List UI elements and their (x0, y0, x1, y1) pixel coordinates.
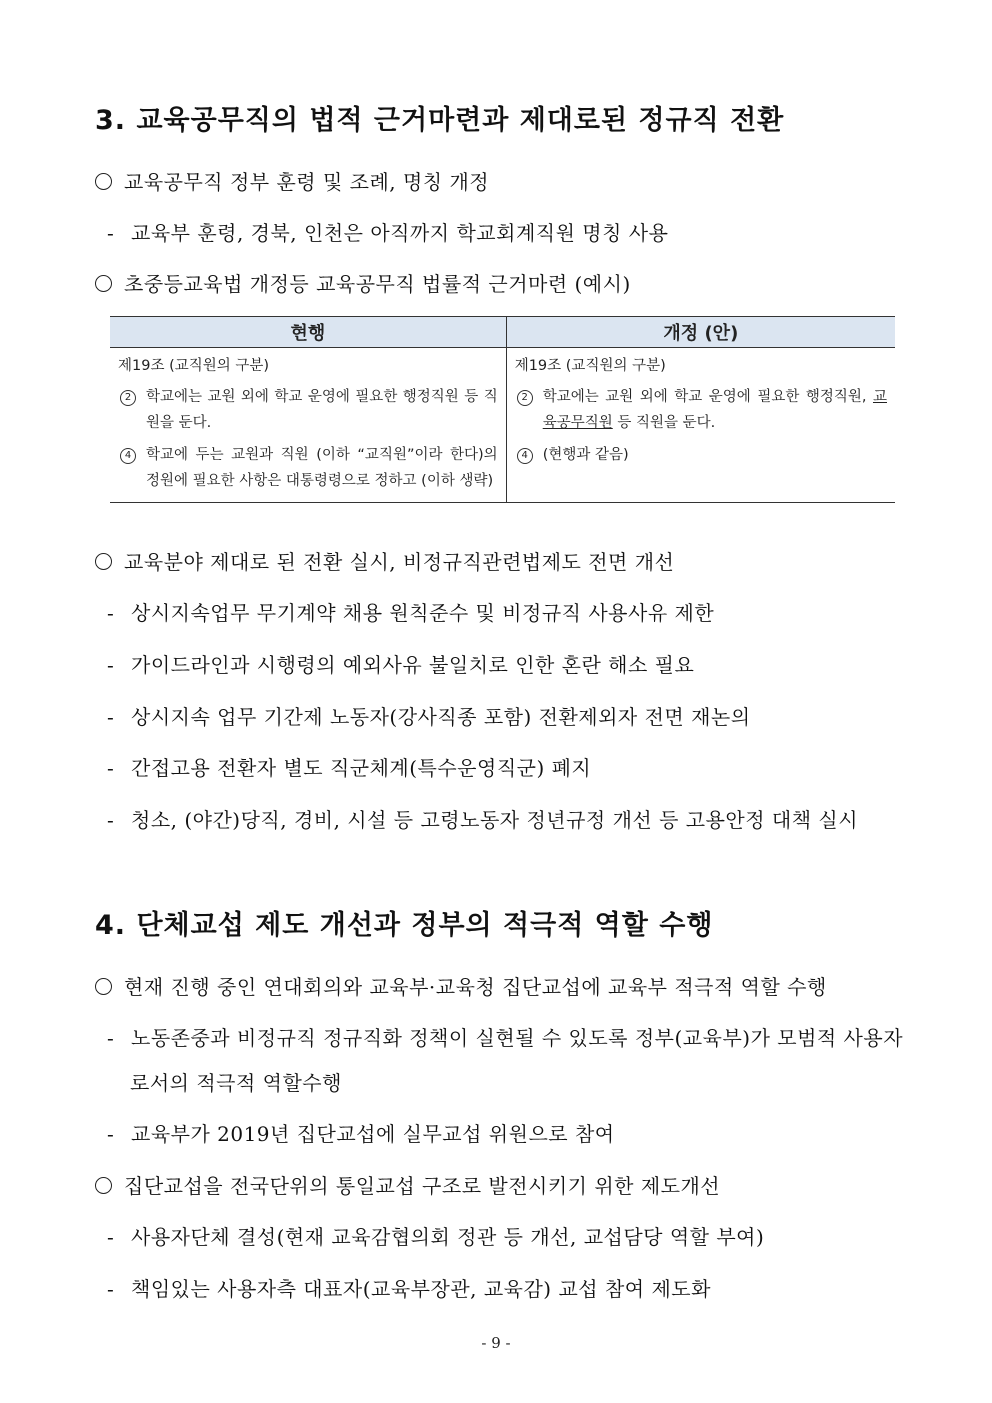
dash-icon: - (107, 1122, 115, 1146)
current-article-title: 제19조 (교직원의 구분) (118, 358, 270, 374)
revised-article-title: 제19조 (교직원의 구분) (514, 358, 666, 374)
table-header-row (110, 317, 895, 348)
circled-number-icon: 4 (517, 448, 533, 464)
dash-text: 책임있는 사용자측 대표자(교육부장관, 교육감) 교섭 참여 제도화 (131, 1277, 711, 1301)
bullet-item (95, 1170, 720, 1199)
page-number: - 9 - (481, 1334, 511, 1352)
circle-bullet-icon (95, 978, 112, 995)
dash-icon: - (107, 1026, 115, 1050)
bullet-text: 집단교섭을 전국단위의 통일교섭 구조로 발전시키기 위한 제도개선 (124, 1174, 721, 1198)
bullet-text: 현재 진행 중인 연대회의와 교육부·교육청 집단교섭에 교육부 적극적 역할 수행 (124, 975, 827, 999)
dash-icon: - (107, 756, 115, 780)
circled-number-icon: 4 (120, 448, 136, 464)
bullet-item (95, 268, 631, 297)
dash-item (107, 1221, 764, 1250)
bullet-item (95, 546, 674, 575)
underlined-term: 교육공무직원 (542, 389, 887, 431)
dash-text: 상시지속 업무 기간제 노동자(강사직종 포함) 전환제외자 전면 재논의 (131, 705, 751, 729)
dash-icon: - (107, 653, 115, 677)
circle-bullet-icon (95, 553, 112, 570)
dash-icon: - (107, 705, 115, 729)
dash-item (107, 1118, 615, 1147)
dash-item (107, 217, 668, 246)
dash-item (107, 1273, 711, 1302)
revised-item-4 (517, 442, 887, 468)
dash-text: 사용자단체 결성(현재 교육감협의회 정관 등 개선, 교섭담당 역할 부여) (131, 1225, 765, 1249)
revised-law-cell (506, 348, 895, 503)
dash-text: 청소, (야간)당직, 경비, 시설 등 고령노동자 정년규정 개선 등 고용안정 대책 실시 (131, 808, 859, 832)
current-item-2 (120, 384, 498, 436)
dash-text: 교육부가 2019년 집단교섭에 실무교섭 위원으로 참여 (131, 1122, 615, 1146)
dash-icon: - (107, 808, 115, 832)
circle-bullet-icon (95, 173, 112, 190)
circle-bullet-icon (95, 1177, 112, 1194)
section-4-heading: 4. 단체교섭 제도 개선과 정부의 적극적 역할 수행 (95, 910, 714, 941)
current-item-2-text: 학교에는 교원 외에 학교 운영에 필요한 행정직원 등 직원을 둔다. (146, 389, 498, 431)
dash-icon: - (107, 601, 115, 625)
dash-item (107, 701, 751, 730)
dash-icon: - (107, 221, 115, 245)
dash-icon: - (107, 1277, 115, 1301)
dash-item (107, 752, 591, 781)
revised-item-2 (517, 384, 887, 436)
dash-text: 간접고용 전환자 별도 직군체계(특수운영직군) 폐지 (131, 756, 592, 780)
bullet-item (95, 166, 489, 195)
header-revised: 개정 (안) (506, 317, 895, 348)
dash-text: 노동존중과 비정규직 정규직화 정책이 실현될 수 있도록 정부(교육부)가 모범적 사용자 (131, 1026, 904, 1050)
dash-text: 가이드라인과 시행령의 예외사유 불일치로 인한 혼란 해소 필요 (131, 653, 695, 677)
law-comparison-table (110, 316, 895, 503)
dash-icon: - (107, 1225, 115, 1249)
current-law-cell (110, 348, 506, 503)
bullet-text: 교육분야 제대로 된 전환 실시, 비정규직관련법제도 전면 개선 (124, 550, 675, 574)
current-item-4-text: 학교에 두는 교원과 직원 (이하 “교직원”이라 한다)의 정원에 필요한 사항은 대통령령으로 정하고 (이하 생략) (146, 447, 498, 489)
dash-item (107, 1022, 903, 1051)
dash-item (107, 804, 858, 833)
circle-bullet-icon (95, 275, 112, 292)
bullet-item (95, 971, 827, 1000)
bullet-text: 교육공무직 정부 훈령 및 조례, 명칭 개정 (124, 170, 490, 194)
circled-number-icon: 2 (517, 390, 533, 406)
header-current: 현행 (110, 317, 506, 348)
revised-item-4-text: (현행과 같음) (542, 447, 629, 463)
dash-item (107, 597, 714, 626)
dash-text: 상시지속업무 무기계약 채용 원칙준수 및 비정규직 사용사유 제한 (131, 601, 715, 625)
table-row (110, 348, 895, 503)
section-3-heading: 3. 교육공무직의 법적 근거마련과 제대로된 정규직 전환 (95, 105, 785, 136)
dash-continuation: 로서의 적극적 역할수행 (130, 1071, 342, 1095)
bullet-text: 초중등교육법 개정등 교육공무직 법률적 근거마련 (예시) (124, 272, 631, 296)
revised-item-2-text: 학교에는 교원 외에 학교 운영에 필요한 행정직원, 교육공무직원 등 직원을 둔다. (542, 389, 887, 431)
dash-text: 교육부 훈령, 경북, 인천은 아직까지 학교회계직원 명칭 사용 (131, 221, 669, 245)
dash-item (107, 649, 694, 678)
circled-number-icon: 2 (120, 390, 136, 406)
current-item-4 (120, 442, 498, 494)
